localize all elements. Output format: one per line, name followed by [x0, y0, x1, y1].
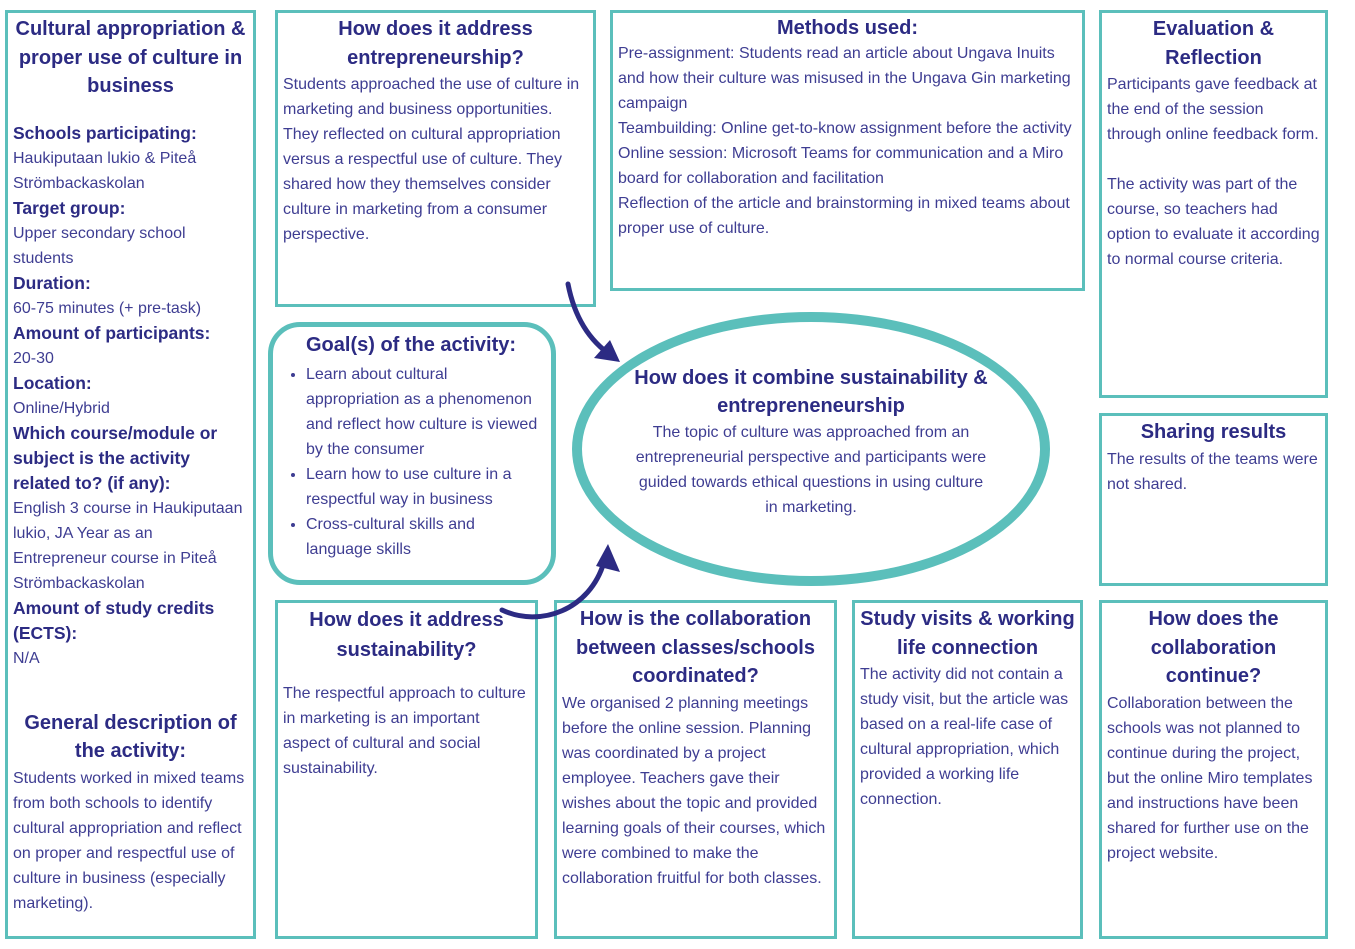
sustainability-title: How does it address sustainability?: [309, 609, 504, 661]
sharing-results-text: The results of the teams were not shared.: [1107, 450, 1318, 493]
collaboration-text: We organised 2 planning meetings before the online session. Planning was coordinated by a project employee. Teachers gave their wishes about the topic and provided learning goals of their courses, which were combined to make the collaboration fruitful for both classes.: [562, 694, 826, 887]
goal-item: • Learn about cultural appropriation as a phenomenon and reflect how culture is viewed by the consumer: [306, 362, 543, 462]
duration-label: Duration:: [13, 272, 91, 293]
evaluation-text: The activity was part of the course, so teachers had option to evaluate it according to normal course criteria.: [1107, 176, 1320, 268]
general-description-text: Students worked in mixed teams from both schools to identify cultural appropriation and reflect on proper and respectful use of culture in business (especially marketing).: [13, 769, 245, 912]
methods-line: Reflection of the article and brainstorming in mixed teams about proper use of culture.: [618, 195, 1070, 237]
combination-title: How does it combine sustainability & entrepreneneurship: [634, 367, 988, 417]
evaluation-text: Participants gave feedback at the end of the session through online feedback form.: [1107, 76, 1319, 143]
study-visits-title: Study visits & working life connection: [860, 608, 1075, 659]
combination-text: The topic of culture was approached from an entrepreneurial perspective and participants were guided towards ethical questions in using culture in marketing.: [635, 424, 987, 516]
goals-title: Goal(s) of the activity:: [305, 334, 517, 356]
duration-value: 60-75 minutes (+ pre-task): [13, 299, 202, 317]
methods-line: Online session: Microsoft Teams for communication and a Miro board for collaboration and facilitation: [618, 145, 1064, 187]
participants-value: 20-30: [13, 349, 54, 367]
methods-line: Pre-assignment: Students read an article about Ungava Inuits and how their culture was misused in the Ungava Gin marketing campaign: [618, 45, 1071, 112]
entrepreneurship-title: How does it address entrepreneurship?: [338, 18, 533, 69]
goal-item: • Cross-cultural skills and language skills: [306, 512, 543, 562]
evaluation-title: Evaluation & Reflection: [1152, 18, 1275, 69]
credits-label: Amount of study credits (ECTS):: [13, 597, 215, 643]
credits-value: N/A: [13, 649, 40, 667]
location-value: Online/Hybrid: [13, 399, 110, 417]
schools-label: Schools participating:: [13, 122, 197, 143]
collaboration-title: How is the collaboration between classes/schools coordinated?: [575, 608, 815, 687]
sharing-results-title: Sharing results: [1140, 421, 1287, 443]
activity-title: Cultural appropriation & proper use of culture in business: [15, 18, 246, 97]
course-label: Which course/module or subject is the activity related to? (if any):: [13, 422, 218, 493]
study-visits-text: The activity did not contain a study visit, but the article was based on a real-life case of cultural appropriation, which provided a working life connection.: [860, 666, 1069, 808]
collaboration-continue-text: Collaboration between the schools was not planned to continue during the project, but the online Miro templates and instructions have been shared for further use on the project website.: [1107, 694, 1313, 862]
participants-label: Amount of participants:: [13, 322, 211, 343]
general-description-title: General description of the activity:: [24, 711, 237, 762]
location-label: Location:: [13, 372, 92, 393]
sustainability-text: The respectful approach to culture in marketing is an important aspect of cultural and social sustainability.: [283, 685, 526, 777]
target-group-label: Target group:: [13, 197, 126, 218]
schools-value: Haukiputaan lukio & Piteå Strömbackaskolan: [13, 149, 197, 192]
methods-line: Teambuilding: Online get-to-know assignment before the activity: [618, 120, 1072, 137]
collaboration-continue-title: How does the collaboration continue?: [1148, 608, 1279, 687]
target-group-value: Upper secondary school students: [13, 224, 186, 267]
goal-item: • Learn how to use culture in a respectful way in business: [306, 462, 543, 512]
methods-title: Methods used:: [776, 17, 919, 39]
course-value: English 3 course in Haukiputaan lukio, JA Year as an Entrepreneur course in Piteå Strömbackaskolan: [13, 499, 243, 592]
entrepreneurship-text: Students approached the use of culture in marketing and business opportunities. They reflected on cultural appropriation versus a respectful use of culture. They shared how they themselves consider culture in marketing from a consumer perspective.: [283, 76, 580, 243]
